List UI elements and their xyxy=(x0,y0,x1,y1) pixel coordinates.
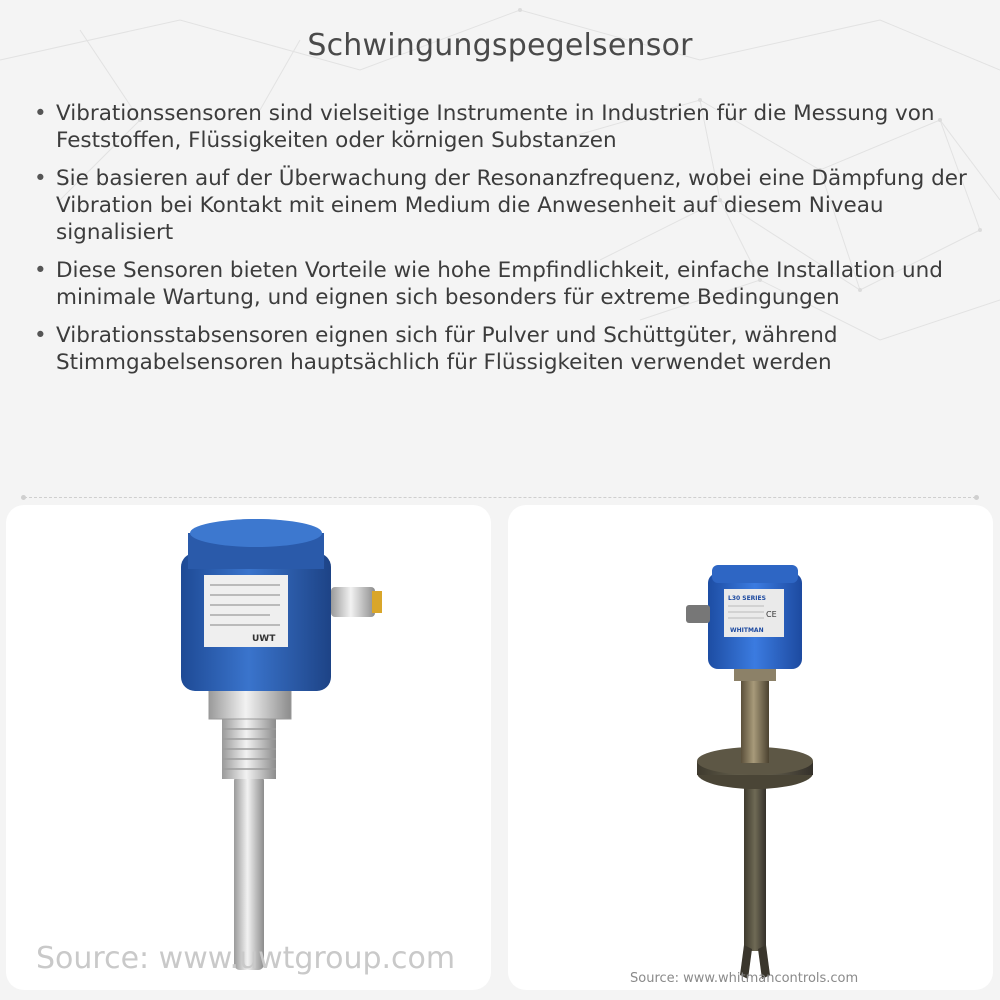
ce-mark-text: CE xyxy=(766,610,777,619)
image-card-vibrating-rod xyxy=(6,505,491,990)
vibrating-rod-sensor-image xyxy=(6,505,491,990)
image-source-caption: Source: www.uwtgroup.com xyxy=(36,941,456,976)
image-source-caption: Source: www.whitmancontrols.com xyxy=(630,971,859,986)
uwt-label-text: UWT xyxy=(252,634,276,644)
bullet-item: • Vibrationssensoren sind vielseitige Instrumente in Industrien für die Messung von Feststoffen, Flüssigkeiten oder körnigen Substanzen xyxy=(30,100,970,154)
tuning-fork-sensor-image xyxy=(508,505,993,990)
bullet-item: • Diese Sensoren bieten Vorteile wie hohe Empfindlichkeit, einfache Installation und minimale Wartung, und eignen sich besonders für extreme Bedingungen xyxy=(30,257,970,311)
image-card-tuning-fork xyxy=(508,505,993,990)
l30-series-label-text: L30 SERIES xyxy=(728,595,766,602)
bullet-item: • Vibrationsstabsensoren eignen sich für Pulver und Schüttgüter, während Stimmgabelsensoren hauptsächlich für Flüssigkeiten verwendet werden xyxy=(30,322,970,376)
bullet-item: • Sie basieren auf der Überwachung der Resonanzfrequenz, wobei eine Dämpfung der Vibration bei Kontakt mit einem Medium die Anwesenheit auf diesem Niveau signalisiert xyxy=(30,165,970,246)
bullet-list xyxy=(30,100,970,387)
section-divider xyxy=(24,497,976,498)
whitman-label-text: WHITMAN xyxy=(730,627,764,634)
page-title: Schwingungspegelsensor xyxy=(307,28,693,63)
